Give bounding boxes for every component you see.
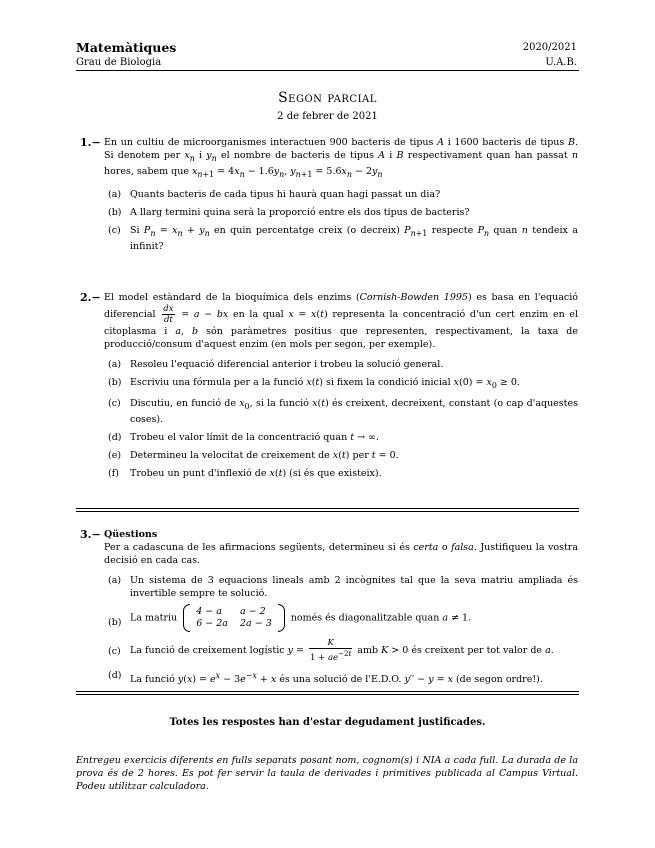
header-rule — [76, 70, 579, 71]
degree-label: Grau de Biologia — [76, 57, 162, 68]
list-item: (a) Quants bacteris de cada tipus hi haurà quan hagi passat un dia? — [108, 188, 441, 200]
problem-number: 3.− — [80, 528, 101, 541]
list-item: (a) Un sistema de 3 equacions lineals amb 2 incògnites tal que la seva matriu ampliada és invertible sempre te solució. — [108, 575, 578, 599]
list-item: (a) Resoleu l'equació diferencial anterior i trobeu la solució general. — [108, 359, 444, 370]
list-item: (b) La matriu 4 − a a − 2 6 − 2a 2a − 3 només és diagonalitzable quan a ≠ 1. — [108, 606, 578, 630]
matrix: 4 − a a − 2 6 − 2a 2a − 3 — [183, 606, 285, 630]
fraction: $\frac{dx}{dt}$ — [163, 304, 174, 325]
list-item: (b) A llarg termini quina serà la proporció entre els dos tipus de bacteris? — [108, 206, 470, 218]
questions-heading: Qüestions — [104, 529, 158, 540]
list-item: (c) Discutiu, en funció de $x_0$, si la funció x(t) és creixent, decreixent, constant (o cap d'aquestes coses). — [108, 397, 578, 425]
list-item: (c) Si $P_n = x_n + y_n$ en quin percentatge creix (o decreix) $P_{n+1}$ respecte $P_n$ quan n tendeix a infinit? — [108, 224, 578, 252]
problem-3 — [80, 528, 578, 691]
section-rule — [76, 508, 579, 509]
subject-title: Matemàtiques — [76, 40, 177, 55]
problem-statement: Qüestions Per a cadascuna de les afirmacions següents, determineu si és certa o falsa. Justifiqueu la vostra decisió en cada cas. — [104, 529, 578, 566]
problem-number: 1.− — [80, 136, 101, 149]
header-right — [523, 40, 577, 69]
academic-year: 2020/2021 — [522, 42, 577, 53]
header-left — [76, 40, 176, 69]
problem-statement: El model estàndard de la bioquímica dels enzims (Cornish-Bowden 1995) es basa en l'equació diferencial $\frac{dx}{dt}$ = a − bx en la qual x = x(t) representa la concentració d'un cert enzim en el citoplasma i a, b són paràmetres positius que representen, respectivament, la taxa de producció/consum d'aquest enzim (en mols per segon, per exemple). — [104, 292, 579, 350]
justification-note: Totes les respostes han d'estar degudament justificades. — [169, 717, 486, 728]
problem-statement: En un cultiu de microorganismes interactuen 900 bacteris de tipus A i 1600 bacteris de tipus B. Si denotem per $x_n$ i $y_n$ el nombre de bacteris de tipus A i B respectivament quan han passat n hores, sabem que $x_{n+1} = 4x_n - 1.6y_n$, $y_{n+1} = 5.6x_n - 2y_n$ — [104, 137, 578, 179]
exam-title: Segon parcial — [278, 90, 377, 106]
list-item: (c) La funció de creixement logístic y = $\frac{K}{1 + ae^{-2t}}$ amb K > 0 és creixent per tot valor de a. — [108, 638, 554, 663]
section-rule — [76, 694, 579, 695]
section-rule — [76, 691, 579, 692]
list-item: (d) La funció $y(x) = e^x - 3e^{-x} + x$ és una solució de l'E.D.O. y′′ − y = x (de segon ordre!). — [108, 669, 543, 685]
problem-number: 2.− — [80, 291, 101, 304]
list-item: (d) Trobeu el valor límit de la concentració quan t → ∞. — [108, 431, 379, 443]
fraction: $\frac{K}{1 + ae^{-2t}}$ — [310, 638, 352, 663]
list-item: (f) Trobeu un punt d'inflexió de x(t) (si és que existeix). — [108, 467, 382, 479]
problem-2 — [80, 291, 578, 485]
exam-instructions: Entregeu exercicis diferents en fulls separats posant nom, cognom(s) i NIA a cada full. La durada de la prova és de 2 hores. Es pot fer servir la taula de derivades i primitives publicada al Campus Virtual. Podeu utilitzar calculadora. — [76, 755, 578, 792]
list-item: (b) Escriviu una fórmula per a la funció x(t) si fixem la condició inicial $x(0) = x_0 \ge 0$. — [108, 377, 520, 390]
section-rule — [76, 511, 579, 512]
list-item: (e) Determineu la velocitat de creixement de x(t) per t = 0. — [108, 449, 399, 461]
exam-date: 2 de febrer de 2021 — [277, 111, 378, 122]
problem-1 — [80, 136, 578, 258]
university-label: U.A.B. — [545, 57, 577, 68]
